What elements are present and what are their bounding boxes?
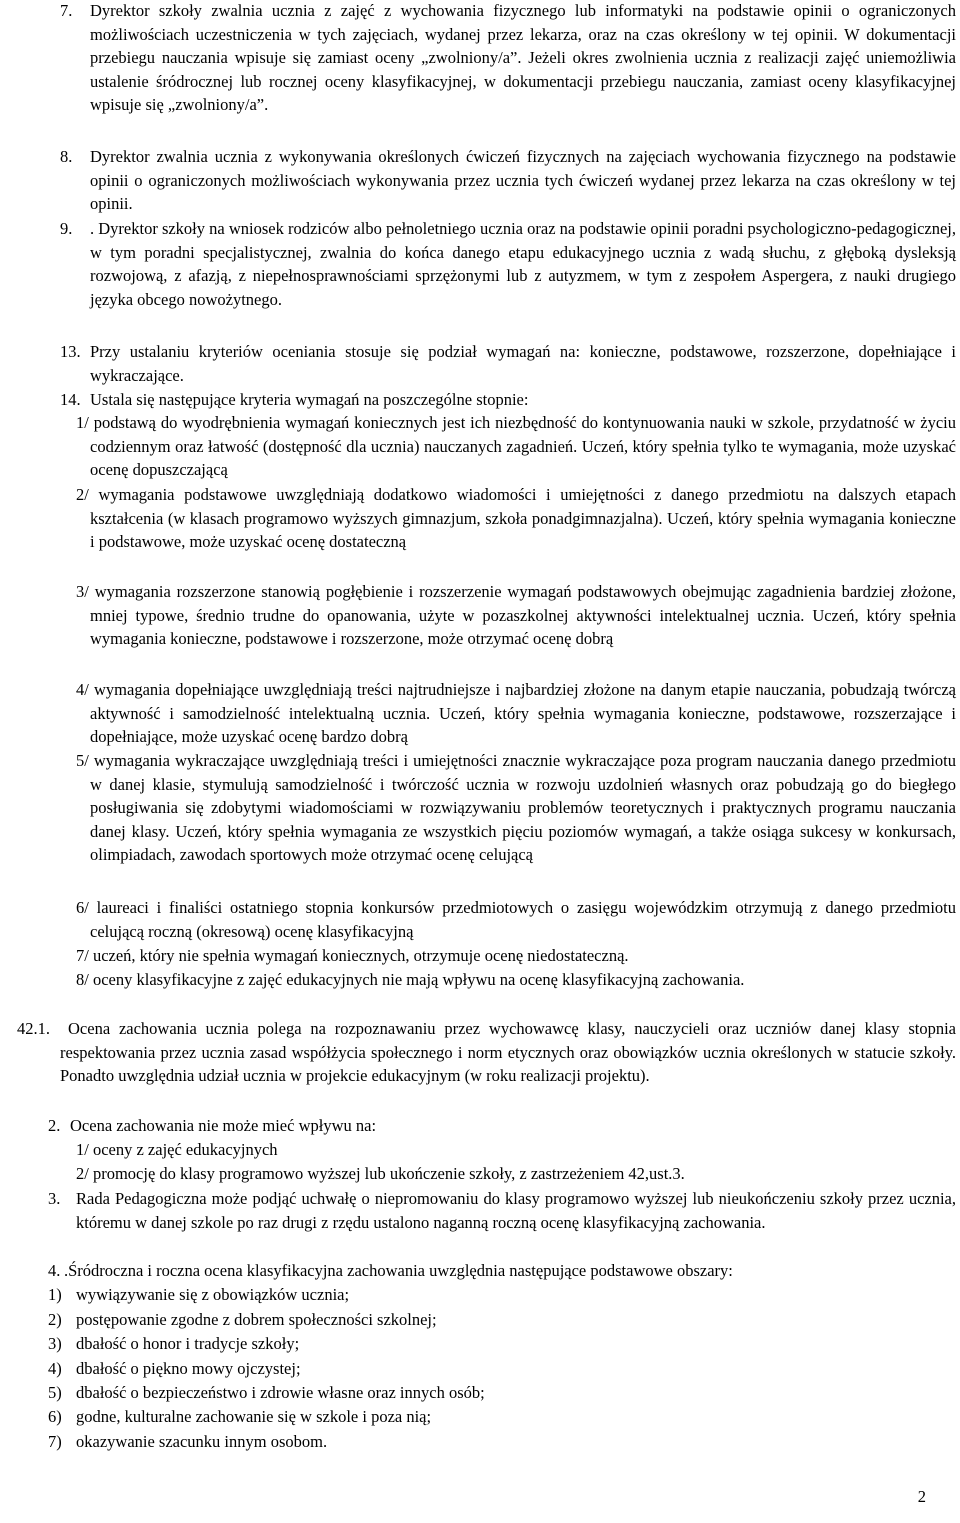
area-7-text: okazywanie szacunku innym osobom. xyxy=(76,1432,328,1451)
area-6-text: godne, kulturalne zachowanie się w szkole i poza nią; xyxy=(76,1407,432,1426)
area-3-text: dbałość o honor i tradycje szkoły; xyxy=(76,1334,300,1353)
item-14-number: 14. xyxy=(60,390,81,409)
area-1-number: 1) xyxy=(48,1285,62,1304)
area-5-number: 5) xyxy=(48,1383,62,1402)
area-4-text: dbałość o piękno mowy ojczystej; xyxy=(76,1359,301,1378)
item-8-text: Dyrektor zwalnia ucznia z wykonywania określonych ćwiczeń fizycznych na zajęciach wychowania fizycznego na podstawie opinii o ograniczonych możliwościach wykonywania przez ucznia tych ćwiczeń wydanej przez lekarza na czas określony w tej opinii. xyxy=(90,147,956,213)
item-9-number: 9. xyxy=(60,219,73,238)
page-number: 2 xyxy=(917,1487,926,1506)
item-14-text: Ustala się następujące kryteria wymagań na poszczególne stopnie: xyxy=(90,390,529,409)
area-5-text: dbałość o bezpieczeństwo i zdrowie własne oraz innych osób; xyxy=(76,1383,485,1402)
criteria-7: 7/ uczeń, który nie spełnia wymagań koniecznych, otrzymuje ocenę niedostateczną. xyxy=(76,946,629,965)
item-13-text: Przy ustalaniu kryteriów oceniania stosuje się podział wymagań na: konieczne, podstawowe, rozszerzone, dopełniające i wykraczające. xyxy=(90,342,956,385)
item-42-1-text: Ocena zachowania ucznia polega na rozpoznawaniu przez wychowawcę klasy, nauczycieli oraz uczniów danej klasy stopnia respektowania przez ucznia zasad współżycia społecznego i norm etycznych oraz obowiązków ucznia określonych w statucie szkoły. Ponadto uwzględnia udział ucznia w projekcie edukacyjnym (w roku realizacji projektu). xyxy=(60,1019,956,1085)
item-42-2-sub-1: 1/ oceny z zajęć edukacyjnych xyxy=(76,1140,278,1159)
item-42-2-sub-2: 2/ promocję do klasy programowo wyższej lub ukończenie szkoły, z zastrzeżeniem 42,ust.3. xyxy=(76,1164,685,1183)
item-8-number: 8. xyxy=(60,147,73,166)
area-2-number: 2) xyxy=(48,1310,62,1329)
item-9-text: . Dyrektor szkoły na wniosek rodziców albo pełnoletniego ucznia oraz na podstawie opinii poradni psychologiczno-pedagogicznej, w tym poradni specjalistycznej, zwalnia do końca danego etapu edukacyjnego ucznia z wadą słuchu, z głęboką dysleksją rozwojową, z afazją, z niepełnosprawnościami sprzężonymi lub z autyzmem, w tym z zespołem Aspergera, z nauki drugiego języka obcego nowożytnego. xyxy=(90,219,956,309)
criteria-3: 3/ wymagania rozszerzone stanowią pogłębienie i rozszerzenie wymagań podstawowych obejmując zagadnienia bardziej złożone, mniej typowe, średnio trudne do opanowania, użyte w pozaszkolnej aktywności intelektualnej ucznia. Uczeń, który spełnia wymagania konieczne, podstawowe i rozszerzone, może otrzymać ocenę dobrą xyxy=(76,582,956,648)
item-42-2-text: Ocena zachowania nie może mieć wpływu na: xyxy=(70,1116,377,1135)
area-3-number: 3) xyxy=(48,1334,62,1353)
item-42-4-text: .Śródroczna i roczna ocena klasyfikacyjna zachowania uwzględnia następujące podstawowe obszary: xyxy=(64,1261,733,1280)
area-6-number: 6) xyxy=(48,1407,62,1426)
criteria-5: 5/ wymagania wykraczające uwzględniają treści i umiejętności znacznie wykraczające poza program nauczania danego przedmiotu w danej klasie, stymulują samodzielność i twórczość ucznia w rozwoju uzdolnień własnych oraz pobudzają go do biegłego posługiwania się zdobytymi wiadomościami w rozwiązywaniu problemów teoretycznych i praktycznych programu nauczania danej klasy. Uczeń, który spełnia wymagania ze wszystkich pięciu poziomów wymagań, a także osiąga sukcesy w konkursach, olimpiadach, zawodach sportowych może otrzymać ocenę celującą xyxy=(76,751,956,864)
item-42-1-number: 42.1. xyxy=(17,1019,50,1038)
item-13-number: 13. xyxy=(60,342,81,361)
criteria-4: 4/ wymagania dopełniające uwzględniają treści najtrudniejsze i najbardziej złożone na danym etapie nauczania, pobudzają twórczą aktywność i samodzielność intelektualną ucznia. Uczeń, który spełnia wymagania konieczne, podstawowe, rozszerzające i dopełniające, może uzyskać ocenę bardzo dobrą xyxy=(76,680,956,746)
area-4-number: 4) xyxy=(48,1359,62,1378)
criteria-6: 6/ laureaci i finaliści ostatniego stopnia konkursów przedmiotowych o zasięgu wojewódzkim otrzymują z danego przedmiotu celującą roczną (okresową) ocenę klasyfikacyjną xyxy=(76,898,956,941)
criteria-2: 2/ wymagania podstawowe uwzględniają dodatkowo wiadomości i umiejętności z danego przedmiotu na dalszych etapach kształcenia (w klasach programowo wyższych gimnazjum, szkoła ponadgimnazjalna). Uczeń, który spełnia wymagania konieczne i podstawowe, może uzyskać ocenę dostateczną xyxy=(76,485,956,551)
area-1-text: wywiązywanie się z obowiązków ucznia; xyxy=(76,1285,350,1304)
criteria-1: 1/ podstawą do wyodrębnienia wymagań koniecznych jest ich niezbędność do kontynuowania nauki w szkole, przydatność w życiu codziennym oraz łatwość (dostępność dla ucznia) nauczanych zagadnień. Uczeń, który spełnia tylko te wymagania, może uzyskać ocenę dopuszczającą xyxy=(76,413,956,479)
item-42-3-text: Rada Pedagogiczna może podjąć uchwałę o niepromowaniu do klasy programowo wyższej lub nieukończeniu szkoły przez ucznia, któremu w danej szkole po raz drugi z rzędu ustalono naganną roczną ocenę klasyfikacyjną zachowania. xyxy=(76,1189,956,1232)
area-7-number: 7) xyxy=(48,1432,62,1451)
area-2-text: postępowanie zgodne z dobrem społeczności szkolnej; xyxy=(76,1310,437,1329)
item-42-2-number: 2. xyxy=(48,1116,61,1135)
criteria-8: 8/ oceny klasyfikacyjne z zajęć edukacyjnych nie mają wpływu na ocenę klasyfikacyjną zachowania. xyxy=(76,970,745,989)
item-7-text: Dyrektor szkoły zwalnia ucznia z zajęć z wychowania fizycznego lub informatyki na podstawie opinii o ograniczonych możliwościach uczestniczenia w tych zajęciach, wydanej przez lekarza, oraz na czas określony w tej opinii. W dokumentacji przebiegu nauczania wpisuje się zamiast oceny „zwolniony/a”. Jeżeli okres zwolnienia ucznia z realizacji zajęć uniemożliwia ustalenie śródrocznej lub rocznej oceny klasyfikacyjnej, w dokumentacji przebiegu nauczania, zamiast oceny klasyfikacyjnej wpisuje się „zwolniony/a”. xyxy=(90,1,956,114)
item-7-number: 7. xyxy=(60,1,73,20)
item-42-3-number: 3. xyxy=(48,1189,61,1208)
item-42-4-number: 4. xyxy=(48,1261,61,1280)
